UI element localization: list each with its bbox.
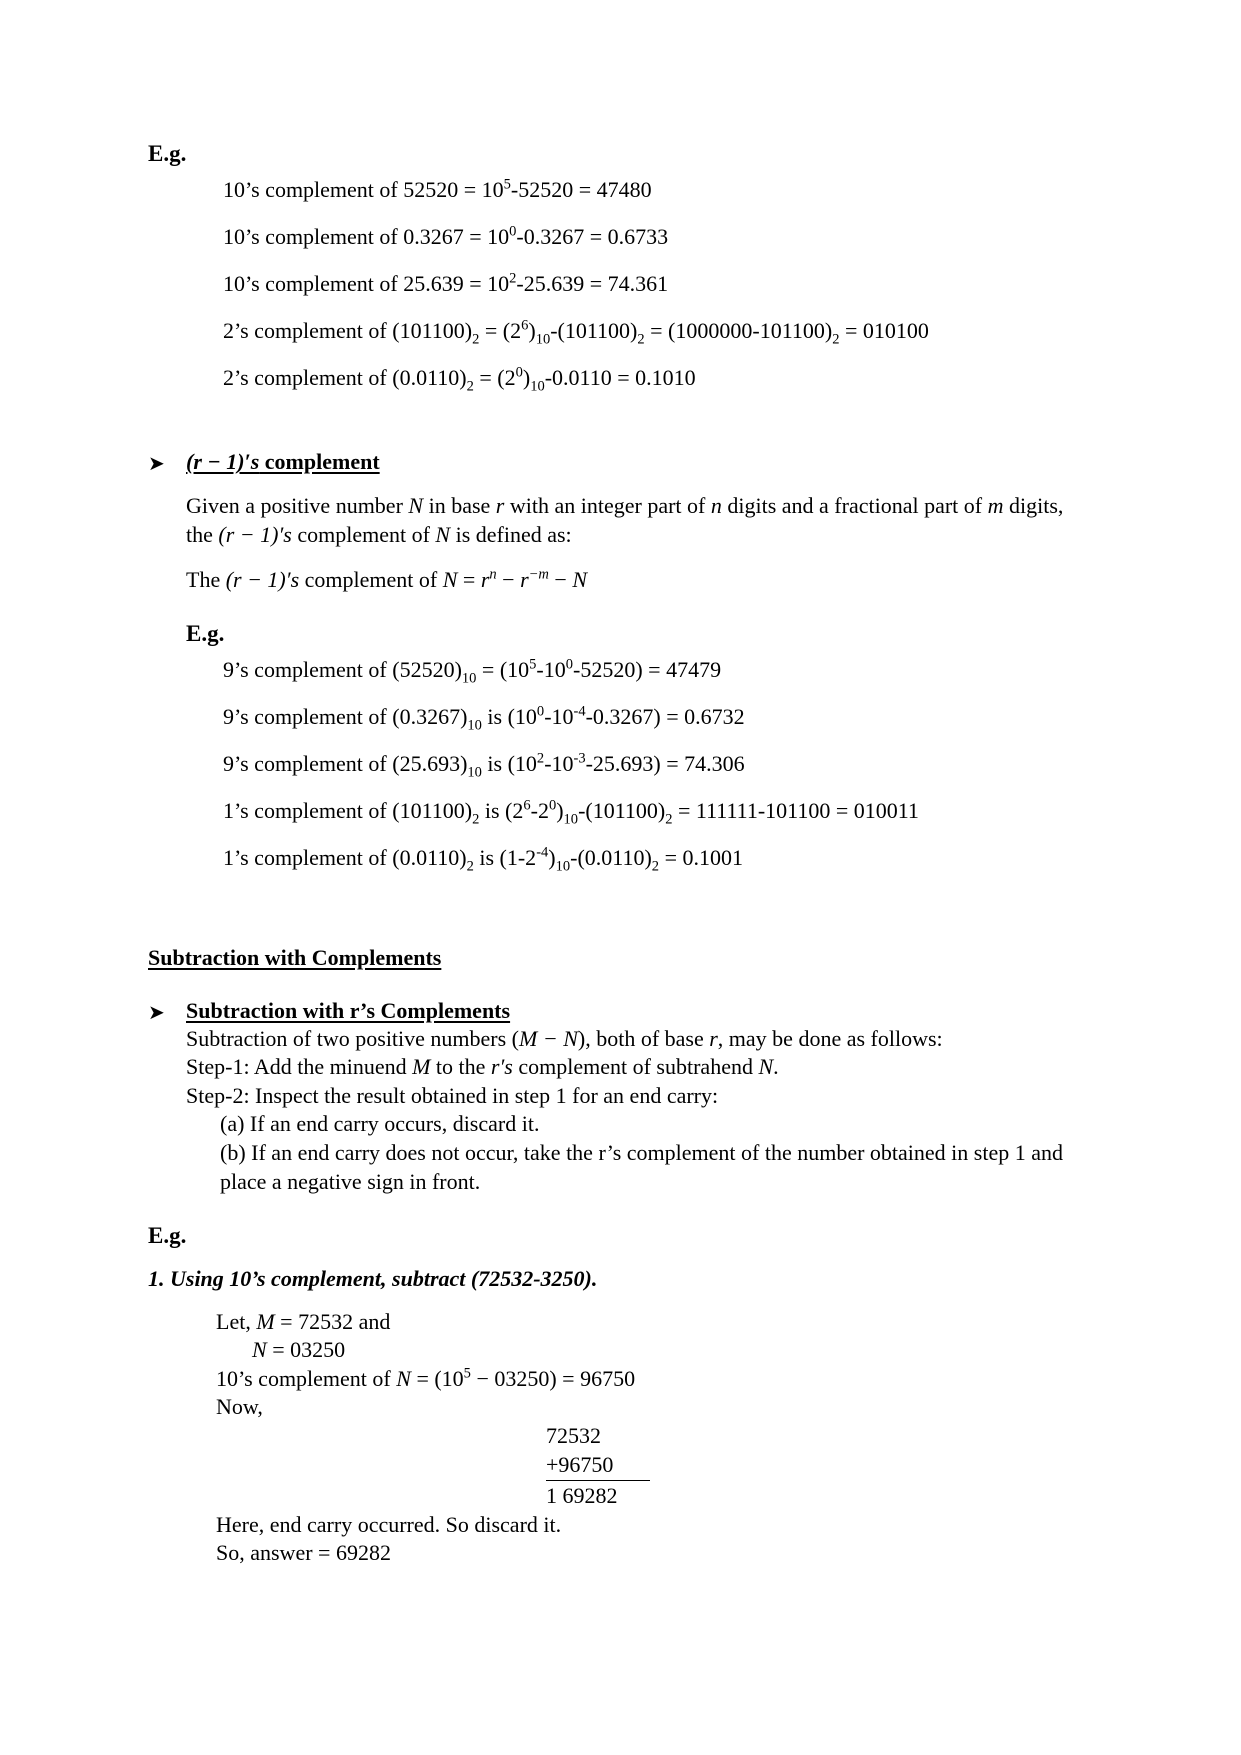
page-content (148, 140, 1093, 1568)
eg-label-2: E.g. (186, 621, 225, 647)
heading-subtraction-rs-complements: Subtraction with r’s Complements (186, 997, 511, 1023)
solution-now: Now, (216, 1394, 263, 1420)
example-line: 10’s complement of $25.639 = 10^2-25.639 = 74.361$ (223, 270, 669, 296)
formula-r-minus-1: The (r − 1)′s complement of $N = r^n - r^{-m} - N$ (186, 566, 588, 592)
paragraph-definition: Given a positive number N in base r with an integer part of n digits and a fractional part of m digits, the (r − 1)′s complement of N is defined as: (186, 493, 1064, 547)
solution-tens-complement: 10’s complement of $N = (10^5 - 03250) = 96750$ (216, 1365, 636, 1391)
section-subtraction-rs (148, 997, 1093, 1025)
solution-let-m: Let, M = 72532 and (216, 1308, 391, 1334)
sum-total: 1 69282 (546, 1483, 618, 1509)
solution-answer: So, answer = 69282 (216, 1540, 391, 1566)
examples-list-1 (148, 176, 1093, 393)
subtraction-step-2b: (b) If an end carry does not occur, take the r’s complement of the number obtained in step 1 and place a negative sign in front. (220, 1139, 1063, 1194)
example-line: 2’s complement of $(0.0110)_2 = (2^0)_{10}-0.0110 = 0.1010$ (223, 364, 696, 395)
sum-addend: +96750 (546, 1451, 650, 1482)
example-line: 1’s complement of $(101100)_2$ is $(2^6-2^0)_{10}-(101100)_2 = 111111-101100 = 010011$ (223, 797, 919, 828)
section-r-minus-1 (148, 448, 1093, 476)
example-line: 9’s complement of $(52520)_{10} = (10^5-10^0-52520) = 47479$ (223, 656, 722, 687)
heading-r-minus-1-complement: (r − 1)′s complement (186, 449, 380, 475)
r-minus-1-body (186, 492, 1093, 594)
eg-label-3: E.g. (148, 1223, 187, 1249)
solution-n-value: N = 03250 (252, 1337, 346, 1363)
subtraction-step-1: Step-1: Add the minuend M to the r′s complement of subtrahend N. (186, 1054, 779, 1080)
subtraction-intro: Subtraction of two positive numbers (M − N), both of base r, may be done as follows: (186, 1025, 943, 1051)
subtraction-step-2a: (a) If an end carry occurs, discard it. (220, 1111, 540, 1137)
addition-column (216, 1422, 1093, 1511)
examples-list-2 (148, 656, 1093, 873)
example-line: 9’s complement of $(25.693)_{10}$ is $(10^2-10^{-3}-25.693) = 74.306$ (223, 750, 745, 781)
eg-label-1: E.g. (148, 141, 187, 166)
problem-title: 1. Using 10’s complement, subtract (72532-3250). (148, 1265, 598, 1291)
solution-carry-note: Here, end carry occurred. So discard it. (216, 1511, 562, 1537)
arrow-bullet-icon: ➤ (148, 999, 165, 1024)
example-line: 2’s complement of $(101100)_2 = (2^6)_{10}-(101100)_2 = (1000000-101100)_2 = 010100$ (223, 317, 929, 348)
problem-worked-solution (148, 1308, 1093, 1568)
heading-subtraction-with-complements: Subtraction with Complements (148, 944, 442, 970)
example-line: 9’s complement of $(0.3267)_{10}$ is $(10^0-10^{-4}-0.3267) = 0.6732$ (223, 703, 745, 734)
example-line: 1’s complement of $(0.0110)_2$ is $(1-2^{-4})_{10}-(0.0110)_2 = 0.1001$ (223, 845, 743, 875)
example-line: 10’s complement of $0.3267 = 10^0-0.3267 = 0.6733$ (223, 223, 669, 249)
subtraction-step-2: Step-2: Inspect the result obtained in step 1 for an end carry: (186, 1082, 719, 1108)
example-line: 10’s complement of $52520 = 10^5-52520 = 47480$ (223, 176, 652, 202)
subtraction-steps (186, 1025, 1093, 1197)
arrow-bullet-icon: ➤ (148, 451, 165, 476)
sum-minuend: 72532 (546, 1423, 601, 1449)
